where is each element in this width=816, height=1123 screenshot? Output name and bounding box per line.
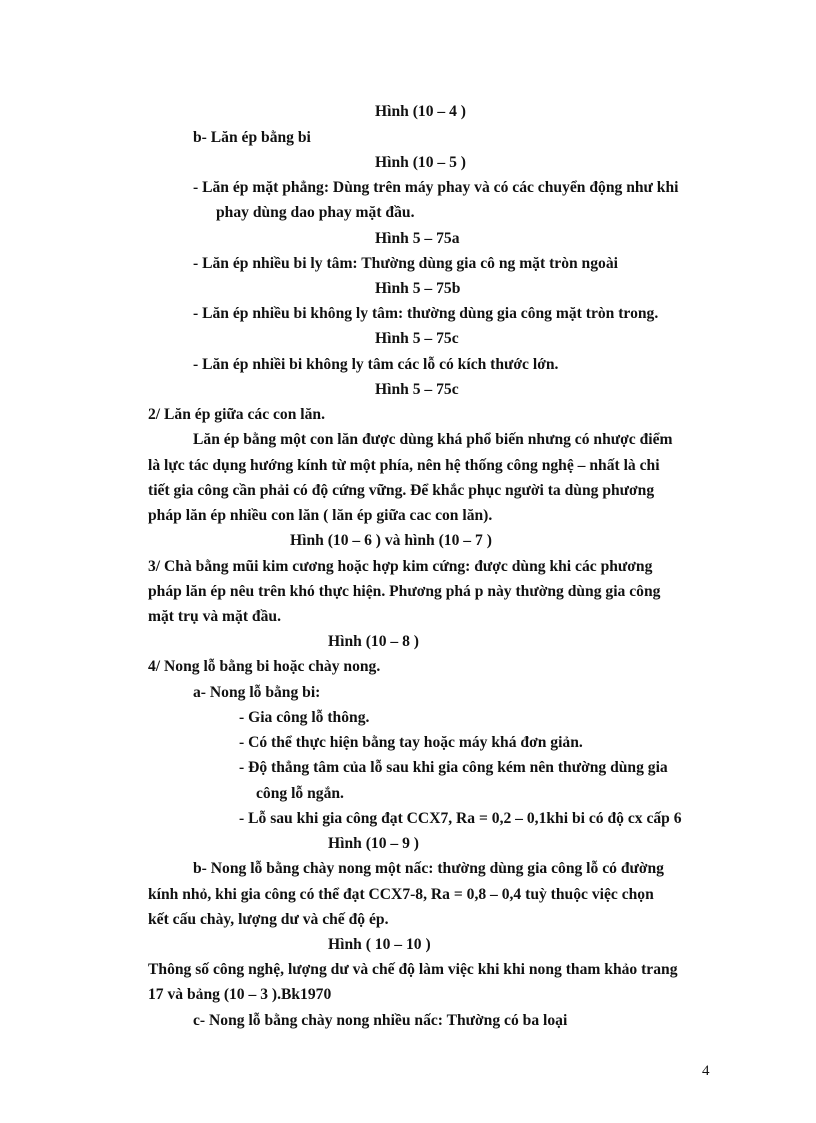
figure-caption: Hình 5 – 75b (375, 280, 461, 297)
figure-caption: Hình 5 – 75c (375, 381, 459, 398)
paragraph-line: mặt trụ và mặt đầu. (148, 608, 281, 625)
figure-caption: Hình 5 – 75c (375, 330, 459, 347)
paragraph-line: 17 và bảng (10 – 3 ).Bk1970 (148, 986, 332, 1003)
bullet-item: - Độ thẳng tâm của lỗ sau khi gia công kém nên thường dùng gia (239, 759, 668, 776)
section-heading: 4/ Nong lỗ bằng bi hoặc chày nong. (148, 658, 381, 675)
figure-caption: Hình ( 10 – 10 ) (328, 936, 431, 953)
paragraph-line: Thông số công nghệ, lượng dư và chế độ làm việc khi khi nong tham khảo trang (148, 961, 678, 978)
paragraph-line: pháp lăn ép nêu trên khó thực hiện. Phương phá p này thường dùng gia công (148, 583, 661, 600)
subsection-heading: b- Lăn ép bằng bi (193, 129, 311, 146)
figure-caption: Hình (10 – 8 ) (328, 633, 419, 650)
section-heading: 3/ Chà bằng mũi kim cương hoặc hợp kim cứng: được dùng khi các phương (148, 558, 653, 575)
section-heading: 2/ Lăn ép giữa các con lăn. (148, 406, 325, 423)
bullet-continuation: phay dùng dao phay mặt đầu. (216, 204, 415, 221)
figure-caption: Hình 5 – 75a (375, 230, 460, 247)
figure-caption: Hình (10 – 4 ) (375, 103, 466, 120)
bullet-item: - Lăn ép nhiều bi không ly tâm: thường dùng gia công mặt tròn trong. (193, 305, 659, 322)
subsection-heading: b- Nong lỗ bằng chày nong một nấc: thường dùng gia công lỗ có đường (193, 860, 664, 877)
paragraph-line: là lực tác dụng hướng kính từ một phía, nên hệ thống công nghệ – nhất là chi (148, 457, 660, 474)
bullet-continuation: công lỗ ngắn. (256, 785, 344, 802)
page-number: 4 (702, 1063, 710, 1079)
subsection-heading: c- Nong lỗ bằng chày nong nhiều nấc: Thường có ba loại (193, 1012, 568, 1029)
bullet-item: - Lăn ép mặt phẳng: Dùng trên máy phay và có các chuyển động như khi (193, 179, 679, 196)
figure-caption: Hình (10 – 5 ) (375, 154, 466, 171)
bullet-item: - Lăn ép nhiều bi ly tâm: Thường dùng gia cô ng mặt tròn ngoài (193, 255, 618, 272)
paragraph-line: kết cấu chày, lượng dư và chế độ ép. (148, 911, 389, 928)
figure-caption: Hình (10 – 6 ) và hình (10 – 7 ) (290, 532, 492, 549)
bullet-item: - Lỗ sau khi gia công đạt CCX7, Ra = 0,2 – 0,1khi bi có độ cx cấp 6 (239, 810, 682, 827)
bullet-item: - Lăn ép nhiềi bi không ly tâm các lỗ có kích thước lớn. (193, 356, 559, 373)
paragraph-line: tiết gia công cần phải có độ cứng vững. Để khắc phục người ta dùng phương (148, 482, 655, 499)
bullet-item: - Gia công lỗ thông. (239, 709, 370, 726)
figure-caption: Hình (10 – 9 ) (328, 835, 419, 852)
paragraph-line: pháp lăn ép nhiều con lăn ( lăn ép giữa cac con lăn). (148, 507, 493, 524)
paragraph-line: Lăn ép bằng một con lăn được dùng khá phổ biến nhưng có nhược điểm (193, 431, 673, 448)
subsection-heading: a- Nong lỗ bằng bi: (193, 684, 321, 701)
bullet-item: - Có thể thực hiện bằng tay hoặc máy khá đơn giản. (239, 734, 583, 751)
paragraph-line: kính nhỏ, khi gia công có thể đạt CCX7-8, Ra = 0,8 – 0,4 tuỳ thuộc việc chọn (148, 886, 654, 903)
